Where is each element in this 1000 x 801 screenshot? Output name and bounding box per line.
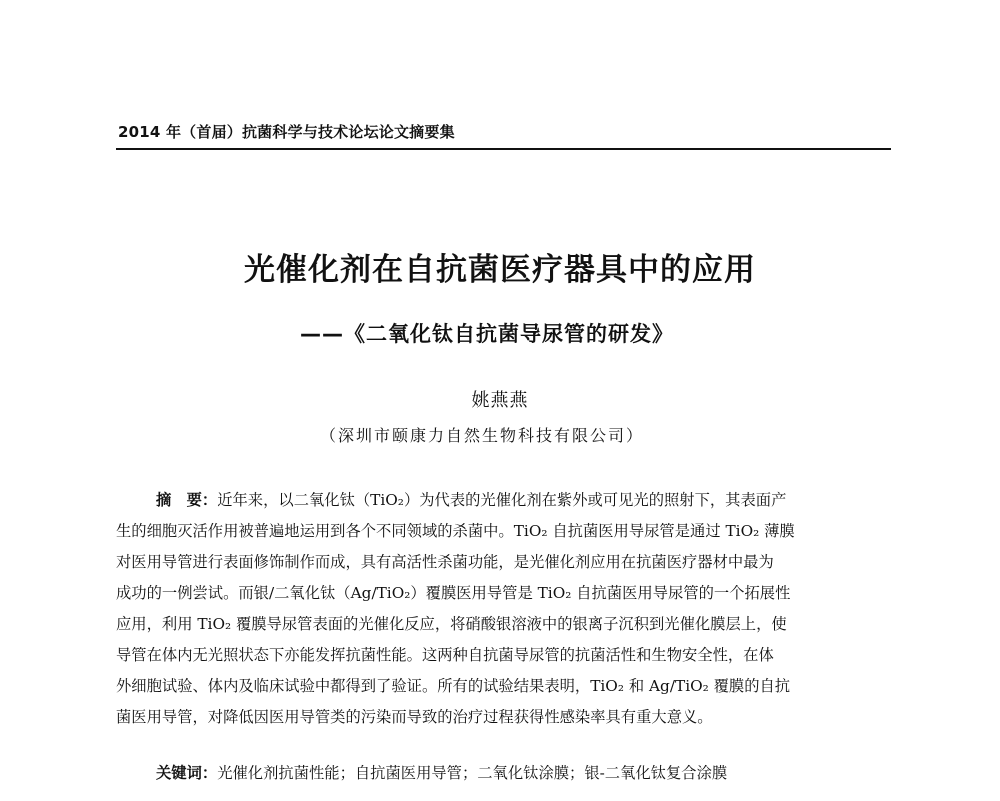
abstract-line: 导管在体内无光照状态下亦能发挥抗菌性能。这两种自抗菌导尿管的抗菌活性和生物安全性，在体 [116, 646, 774, 664]
running-header-text: 2014 年（首届）抗菌科学与技术论坛论文摘要集 [118, 123, 455, 141]
abstract-line: 对医用导管进行表面修饰制作而成，具有高活性杀菌功能，是光催化剂应用在抗菌医疗器材中最为 [116, 553, 774, 571]
paper-title: 光催化剂在自抗菌医疗器具中的应用 [244, 252, 756, 288]
keywords-label: 关键词： [156, 764, 218, 782]
paper-subtitle: ——《二氧化钛自抗菌导尿管的研发》 [300, 322, 674, 346]
abstract-line: 菌医用导管，对降低因医用导管类的污染而导致的治疗过程获得性感染率具有重大意义。 [116, 708, 713, 726]
abstract-line: 外细胞试验、体内及临床试验中都得到了验证。所有的试验结果表明，TiO₂ 和 Ag/TiO₂ 覆膜的自抗 [116, 677, 791, 695]
abstract-line: 应用，利用 TiO₂ 覆膜导尿管表面的光催化反应，将硝酸银溶液中的银离子沉积到光催化膜层上，使 [116, 615, 787, 633]
abstract-line [116, 485, 892, 516]
keywords-text: 光催化剂抗菌性能；自抗菌医用导管；二氧化钛涂膜；银-二氧化钛复合涂膜 [217, 764, 728, 782]
author-affiliation: （深圳市颐康力自然生物科技有限公司） [320, 426, 645, 445]
abstract-label: 摘 要： [156, 491, 218, 509]
abstract-line: 成功的一例尝试。而银/二氧化钛（Ag/TiO₂）覆膜医用导管是 TiO₂ 自抗菌医用导尿管的一个拓展性 [116, 584, 791, 602]
abstract [116, 485, 892, 733]
keywords [156, 761, 727, 783]
author-name: 姚燕燕 [471, 390, 529, 411]
running-header [116, 118, 891, 150]
abstract-line: 生的细胞灭活作用被普遍地运用到各个不同领域的杀菌中。TiO₂ 自抗菌医用导尿管是通过 TiO₂ 薄膜 [116, 522, 795, 540]
abstract-line-text: 近年来，以二氧化钛（TiO₂）为代表的光催化剂在紫外或可见光的照射下，其表面产 [217, 491, 787, 509]
